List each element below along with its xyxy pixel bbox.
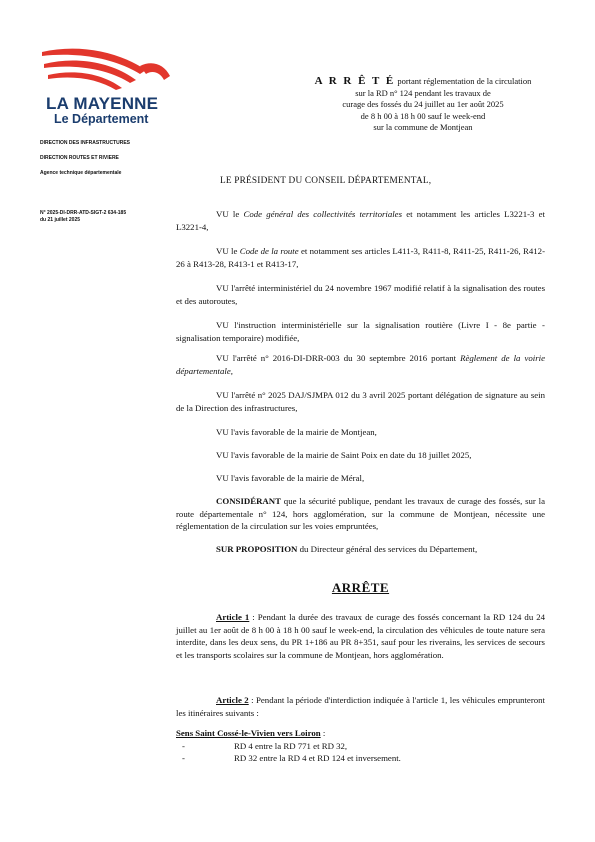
article-2-label: Article 2 bbox=[216, 695, 249, 705]
title-line-5: sur la commune de Montjean bbox=[373, 122, 473, 133]
vu-paragraph-3: VU l'arrêté interministériel du 24 novembre 1967 modifié relatif à la signalisation des routes et des autoroutes, bbox=[176, 283, 545, 306]
title-line-3: curage des fossés du 24 juillet au 1er août 2025 bbox=[342, 99, 504, 110]
sidebar-date: du 21 juillet 2025 bbox=[40, 217, 81, 223]
title-word: A R R Ê T É bbox=[314, 75, 396, 87]
logo-horse-head bbox=[140, 63, 170, 80]
title-line-1: portant réglementation de la circulation bbox=[395, 76, 532, 86]
vu-paragraph-2: VU le Code de la route et notamment ses articles L411-3, R411-8, R411-25, R411-26, R412-26 à R413-28, R413-1 et R413-17, bbox=[176, 246, 546, 269]
article-2: Article 2 : Pendant la période d'interdiction indiquée à l'article 1, les véhicules emprunteront les itinéraires suivants : bbox=[176, 695, 546, 718]
vu-paragraph-9: VU l'avis favorable de la mairie de Méral, bbox=[216, 473, 365, 483]
logo-swoosh-1 bbox=[42, 49, 146, 74]
sidebar-reference: N° 2025-DI-DRR-ATD-SIGT-2 634-185 bbox=[40, 210, 127, 216]
logo-title: LA MAYENNE bbox=[46, 94, 159, 113]
proposition-paragraph: SUR PROPOSITION du Directeur général des services du Département, bbox=[216, 544, 478, 554]
sidebar-service: DIRECTION ROUTES ET RIVIERE bbox=[40, 155, 119, 161]
detour-item-2: - RD 32 entre la RD 4 et RD 124 et inversement. bbox=[182, 753, 401, 763]
logo-swoosh-3 bbox=[48, 72, 122, 90]
vu-paragraph-4: VU l'instruction interministérielle sur la signalisation routière (Livre I - 8e partie - signalisation temporaire) modifiée, bbox=[176, 320, 545, 343]
arrete-heading: ARRÊTE bbox=[331, 580, 390, 595]
sidebar-agency: Agence technique départementale bbox=[40, 170, 122, 176]
detour-item-1: - RD 4 entre la RD 771 et RD 32, bbox=[182, 741, 348, 751]
considerant-paragraph: CONSIDÉRANT que la sécurité publique, pendant les travaux de curage des fossés, sur la route départementale n° 124, hors agglomération, sur la commune de Montjean, nécessite une réglementation de la circulation sur les voies empruntées, bbox=[176, 496, 545, 532]
vu-paragraph-1: VU le Code général des collectivités territoriales et notamment les articles L3221-3 et L3221-4, bbox=[176, 209, 546, 232]
detour-direction: Sens Saint Cossé-le-Vivien vers Loiron : bbox=[176, 728, 326, 738]
article-1-label: Article 1 bbox=[216, 612, 250, 622]
logo-subtitle: Le Département bbox=[54, 112, 149, 126]
title-line-2: sur la RD n° 124 pendant les travaux de bbox=[355, 87, 491, 98]
decree-title bbox=[296, 76, 550, 134]
president-heading: LE PRÉSIDENT DU CONSEIL DÉPARTEMENTAL, bbox=[220, 176, 432, 186]
vu-paragraph-6: VU l'arrêté n° 2025 DAJ/SJMPA 012 du 3 avril 2025 portant délégation de signature au sein de la Direction des infrastructures, bbox=[176, 390, 545, 413]
vu-paragraph-7: VU l'avis favorable de la mairie de Montjean, bbox=[216, 427, 377, 437]
vu-paragraph-8: VU l'avis favorable de la mairie de Saint Poix en date du 18 juillet 2025, bbox=[216, 450, 472, 460]
vu-paragraph-5: VU l'arrêté n° 2016-DI-DRR-003 du 30 septembre 2016 portant Règlement de la voirie départementale, bbox=[176, 353, 545, 376]
article-1: Article 1 : Pendant la durée des travaux de curage des fossés concernant la RD 124 du 24 juillet au 1er août de 8 h 00 à 18 h 00 sauf le week-end, la circulation des véhicules de toute nature sera interdite, dans les deux sens, du PR 1+186 au PR 8+351, sauf pour les riverains, les services de secours et les transports scolaires sur la commune de Montjean, hors agglomération. bbox=[176, 612, 546, 660]
title-line-4: de 8 h 00 à 18 h 00 sauf le week-end bbox=[360, 110, 486, 121]
sidebar-direction: DIRECTION DES INFRASTRUCTURES bbox=[40, 140, 131, 146]
